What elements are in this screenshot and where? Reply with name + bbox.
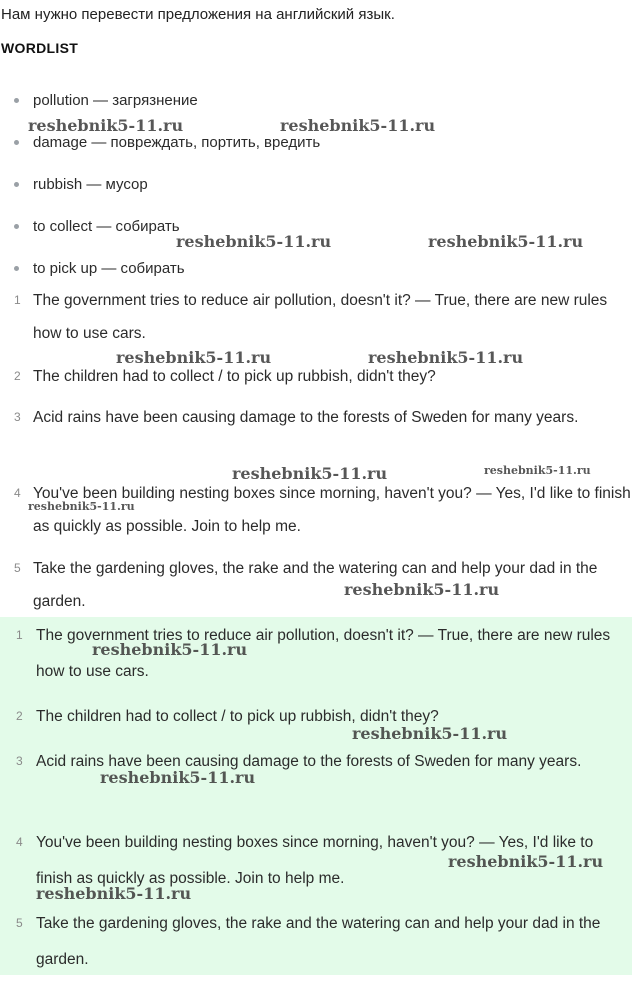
sentence-text: Take the gardening gloves, the rake and the watering can and help your dad in the garden. — [36, 915, 601, 968]
sentence-number: 4 — [16, 835, 23, 849]
sentence-text: You've been building nesting boxes since morning, haven't you? — Yes, I'd like to finish as quickly as possible. Join to help me. — [36, 834, 594, 887]
watermark: reshebnik5-11.ru — [176, 232, 332, 251]
word-text: to collect — собирать — [33, 218, 180, 235]
sentence-text: The government tries to reduce air pollution, doesn't it? — True, there are new rules how to use cars. — [33, 292, 608, 342]
word-text: rubbish — мусор — [33, 176, 148, 193]
wordlist-heading: WORDLIST — [1, 40, 79, 56]
watermark: reshebnik5-11.ru — [36, 884, 192, 903]
sentence-number: 2 — [16, 709, 23, 723]
sentence-text: You've been building nesting boxes since morning, haven't you? — Yes, I'd like to finish as quickly as possible. Join to help me. — [33, 485, 631, 535]
watermark: reshebnik5-11.ru — [484, 464, 591, 477]
sentence-text: The children had to collect / to pick up rubbish, didn't they? — [33, 368, 436, 385]
watermark: reshebnik5-11.ru — [428, 232, 584, 251]
sentence-text: The children had to collect / to pick up rubbish, didn't they? — [36, 708, 439, 725]
sentence-number: 5 — [16, 916, 23, 930]
sentence-number: 4 — [14, 486, 21, 500]
watermark: reshebnik5-11.ru — [448, 852, 604, 871]
sentence-number: 5 — [14, 561, 21, 575]
watermark: reshebnik5-11.ru — [280, 116, 436, 135]
watermark: reshebnik5-11.ru — [28, 116, 184, 135]
watermark: reshebnik5-11.ru — [116, 348, 272, 367]
watermark: reshebnik5-11.ru — [368, 348, 524, 367]
bullet-icon — [14, 140, 19, 145]
word-text: damage — повреждать, портить, вредить — [33, 134, 321, 151]
sentence-number: 3 — [16, 754, 23, 768]
sentence-number: 1 — [16, 628, 23, 642]
watermark: reshebnik5-11.ru — [232, 464, 388, 483]
bullet-icon — [14, 266, 19, 271]
sentence-text: Acid rains have been causing damage to the forests of Sweden for many years. — [33, 409, 579, 426]
bullet-icon — [14, 224, 19, 229]
sentence-number: 1 — [14, 293, 21, 307]
word-text: to pick up — собирать — [33, 260, 185, 277]
word-text: pollution — загрязнение — [33, 92, 198, 109]
sentence-text: Acid rains have been causing damage to the forests of Sweden for many years. — [36, 753, 582, 770]
sentence-text: Take the gardening gloves, the rake and the watering can and help your dad in the garden. — [33, 560, 598, 610]
intro-text: Нам нужно перевести предложения на английский язык. — [1, 6, 395, 23]
sentence-number: 3 — [14, 410, 21, 424]
watermark: reshebnik5-11.ru — [28, 500, 135, 513]
bullet-icon — [14, 98, 19, 103]
watermark: reshebnik5-11.ru — [92, 640, 248, 659]
sentence-text: The government tries to reduce air pollution, doesn't it? — True, there are new rules how to use cars. — [36, 627, 611, 680]
watermark: reshebnik5-11.ru — [100, 768, 256, 787]
bullet-icon — [14, 182, 19, 187]
watermark: reshebnik5-11.ru — [352, 724, 508, 743]
watermark: reshebnik5-11.ru — [344, 580, 500, 599]
sentence-number: 2 — [14, 369, 21, 383]
